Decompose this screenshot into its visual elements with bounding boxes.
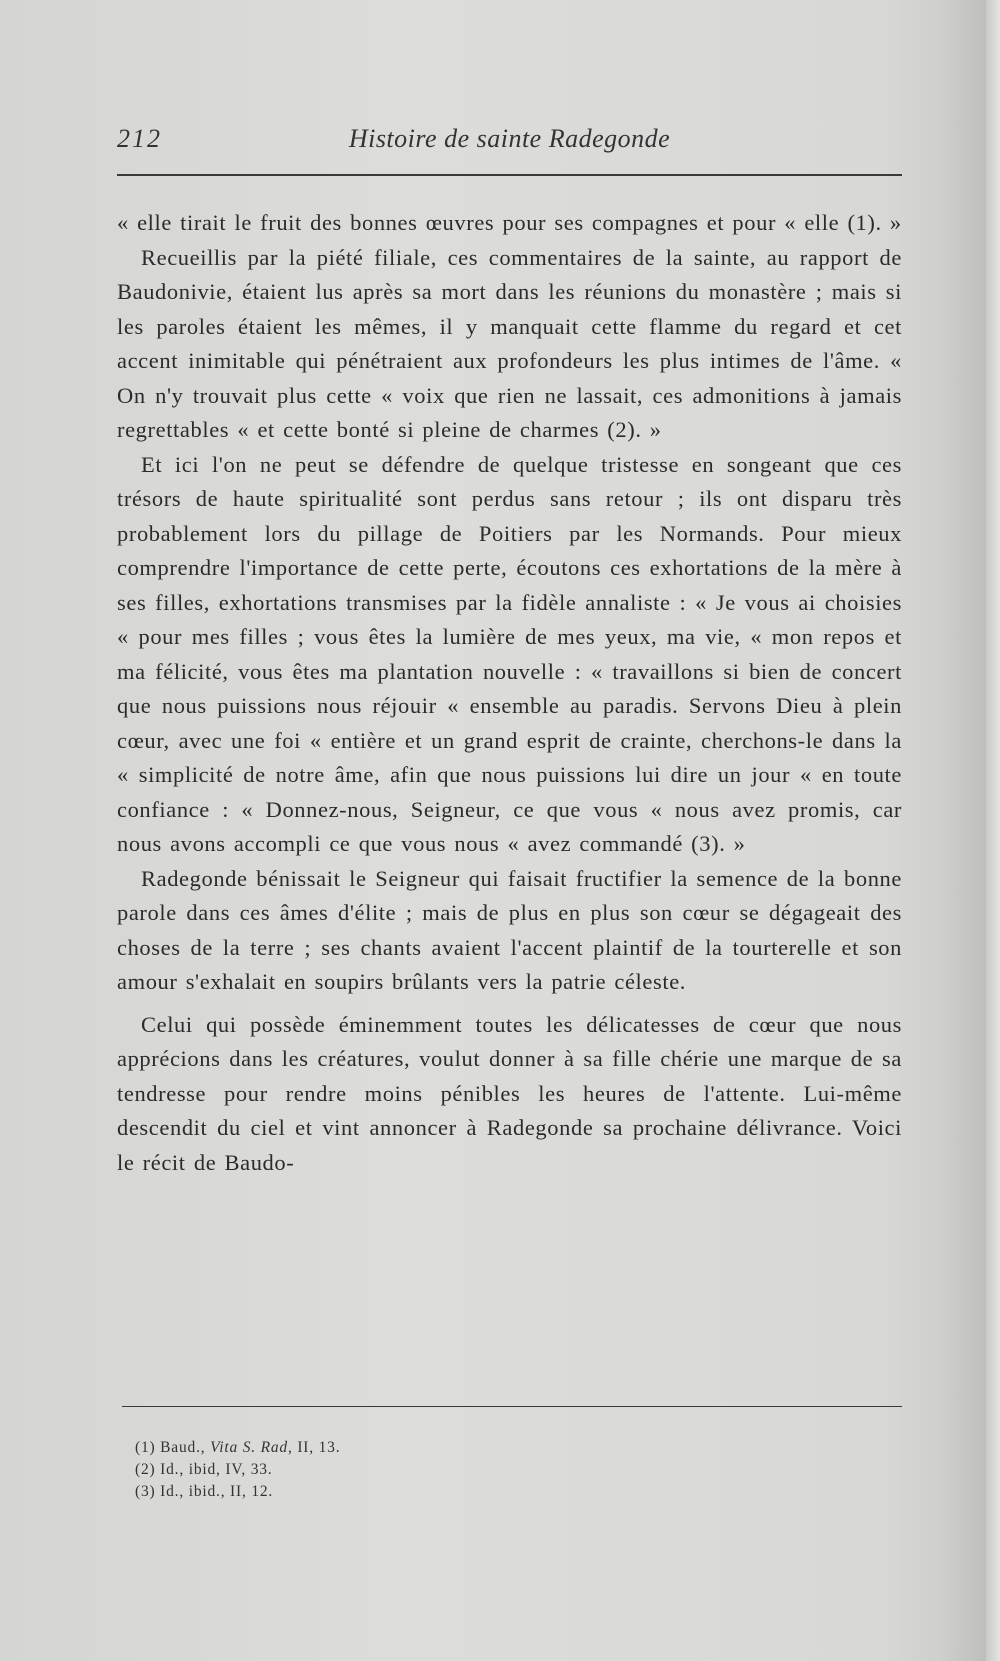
footnote-1 (135, 1437, 635, 1459)
running-title: Histoire de sainte Radegonde (348, 124, 671, 153)
paragraph-1: « elle tirait le fruit des bonnes œuvres pour ses compagnes et pour « elle (1). » (117, 210, 902, 235)
paragraph-4: Radegonde bénissait le Seigneur qui faisait fructifier la semence de la bonne parole dans ces âmes d'élite ; mais de plus en plus son cœur se dégageait des choses de la terre ; ses chants avaient l'accent plaintif de la tourterelle et son amour s'exhalait en soupirs brûlants vers la patrie céleste. (117, 865, 902, 994)
running-head (117, 124, 902, 164)
footnote-ref: , II, 13. (287, 1439, 341, 1456)
footnote-source: Id., ibid., (160, 1483, 226, 1500)
footnotes (135, 1437, 635, 1503)
footnote-3 (135, 1481, 635, 1503)
paragraph-5: Celui qui possède éminemment toutes les délicatesses de cœur que nous apprécions dans les créatures, voulut donner à sa fille chérie une marque de sa tendresse pour rendre moins pénibles les heures de l'attente. Lui-même descendit du ciel et vint annoncer à Radegonde sa prochaine délivrance. Voici le récit de Baudo- (117, 1011, 902, 1175)
footnote-ref: , IV, 33. (216, 1461, 273, 1478)
header-rule (117, 174, 902, 176)
footnote-source: Baud., (160, 1439, 206, 1456)
body-text (117, 206, 902, 1180)
footnote-title: Vita S. Rad (210, 1439, 288, 1456)
footnote-rule (122, 1406, 902, 1407)
page-number: 212 (117, 124, 162, 153)
paragraph-3: Et ici l'on ne peut se défendre de quelque tristesse en songeant que ces trésors de haute spiritualité sont perdus sans retour ; ils ont disparu très probablement lors du pillage de Poitiers par les Normands. Pour mieux comprendre l'importance de cette perte, écoutons ces exhortations de la mère à ses filles, exhortations transmises par la fidèle annaliste : « Je vous ai choisies « pour mes filles ; vous êtes la lumière de mes yeux, ma vie, « mon repos et ma félicité, vous êtes ma plantation nouvelle : « travaillons si bien de concert que nous puissions nous réjouir « ensemble au paradis. Servons Dieu à plein cœur, avec une foi « entière et un grand esprit de crainte, cherchons-le dans la « simplicité de notre âme, afin que nous puissions lui dire un jour « en toute confiance : « Donnez-nous, Seigneur, ce que vous « nous avez promis, car nous avons accompli ce que vous nous « avez commandé (3). » (117, 451, 902, 856)
footnote-source: Id., ibid (160, 1461, 217, 1478)
footnote-ref: II, 12. (225, 1483, 274, 1500)
footnote-number: (2) (135, 1461, 156, 1478)
paragraph-2: Recueillis par la piété filiale, ces commentaires de la sainte, au rapport de Baudonivie, étaient lus après sa mort dans les réunions du monastère ; mais si les paroles étaient les mêmes, il y manquait cette flamme du regard et cet accent inimitable qui pénétraient aux profondeurs les plus intimes de l'âme. « On n'y trouvait plus cette « voix que rien ne lassait, ces admonitions à jamais regrettables « et cette bonté si pleine de charmes (2). » (117, 244, 902, 442)
page-edge (986, 0, 1000, 1661)
footnote-number: (3) (135, 1483, 156, 1500)
footnote-number: (1) (135, 1439, 156, 1456)
footnote-2 (135, 1459, 635, 1481)
